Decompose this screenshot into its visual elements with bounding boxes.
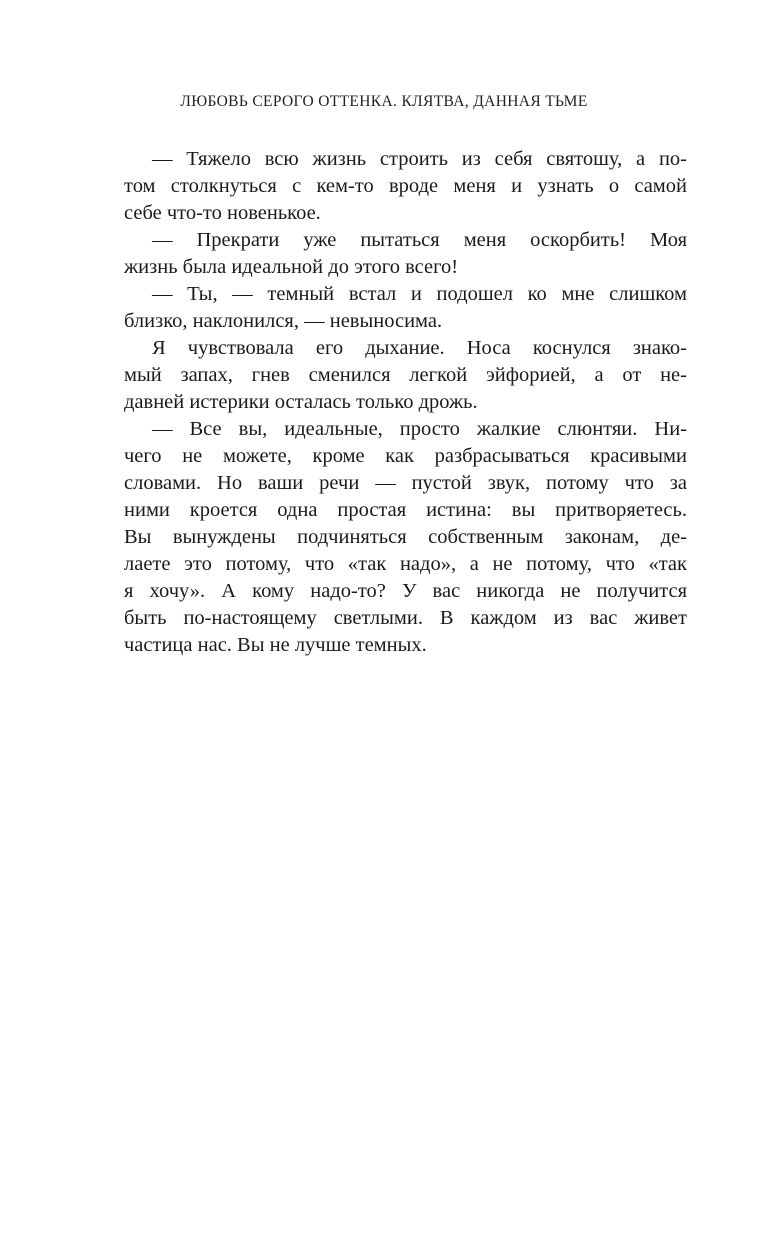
text-line: чего не можете, кроме как разбрасываться красивыми xyxy=(124,445,687,467)
text-line: лаете это потому, что «так надо», а не потому, что «так xyxy=(124,553,687,575)
text-line: близко, наклонился, — невыносима. xyxy=(124,310,443,332)
text-line: Я чувствовала его дыхание. Носа коснулся знако- xyxy=(152,337,687,359)
text-line: — Прекрати уже пытаться меня оскорбить! Моя xyxy=(152,229,687,251)
text-line: — Все вы, идеальные, просто жалкие слюнтяи. Ни- xyxy=(152,418,687,440)
text-line: Вы вынуждены подчиняться собственным законам, де- xyxy=(124,526,687,548)
text-line: я хочу». А кому надо-то? У вас никогда не получится xyxy=(124,580,687,602)
text-line: мый запах, гнев сменился легкой эйфорией, а от не- xyxy=(124,364,687,386)
running-header: ЛЮБОВЬ СЕРОГО ОТТЕНКА. КЛЯТВА, ДАННАЯ ТЬМЕ xyxy=(180,93,588,110)
text-line: том столкнуться с кем-то вроде меня и узнать о самой xyxy=(124,175,687,197)
text-line: — Ты, — темный встал и подошел ко мне слишком xyxy=(152,283,687,305)
text-line: словами. Но ваши речи — пустой звук, потому что за xyxy=(124,472,687,494)
text-line: жизнь была идеальной до этого всего! xyxy=(124,256,459,278)
text-line: быть по-настоящему светлыми. В каждом из вас живет xyxy=(124,607,687,629)
text-line: себе что-то новенькое. xyxy=(124,202,321,224)
text-line: давней истерики осталась только дрожь. xyxy=(124,391,478,413)
text-line: — Тяжело всю жизнь строить из себя святошу, а по- xyxy=(152,148,687,170)
text-line: частица нас. Вы не лучше темных. xyxy=(124,634,427,656)
text-line: ними кроется одна простая истина: вы притворяетесь. xyxy=(124,499,687,521)
body-text xyxy=(124,146,687,659)
